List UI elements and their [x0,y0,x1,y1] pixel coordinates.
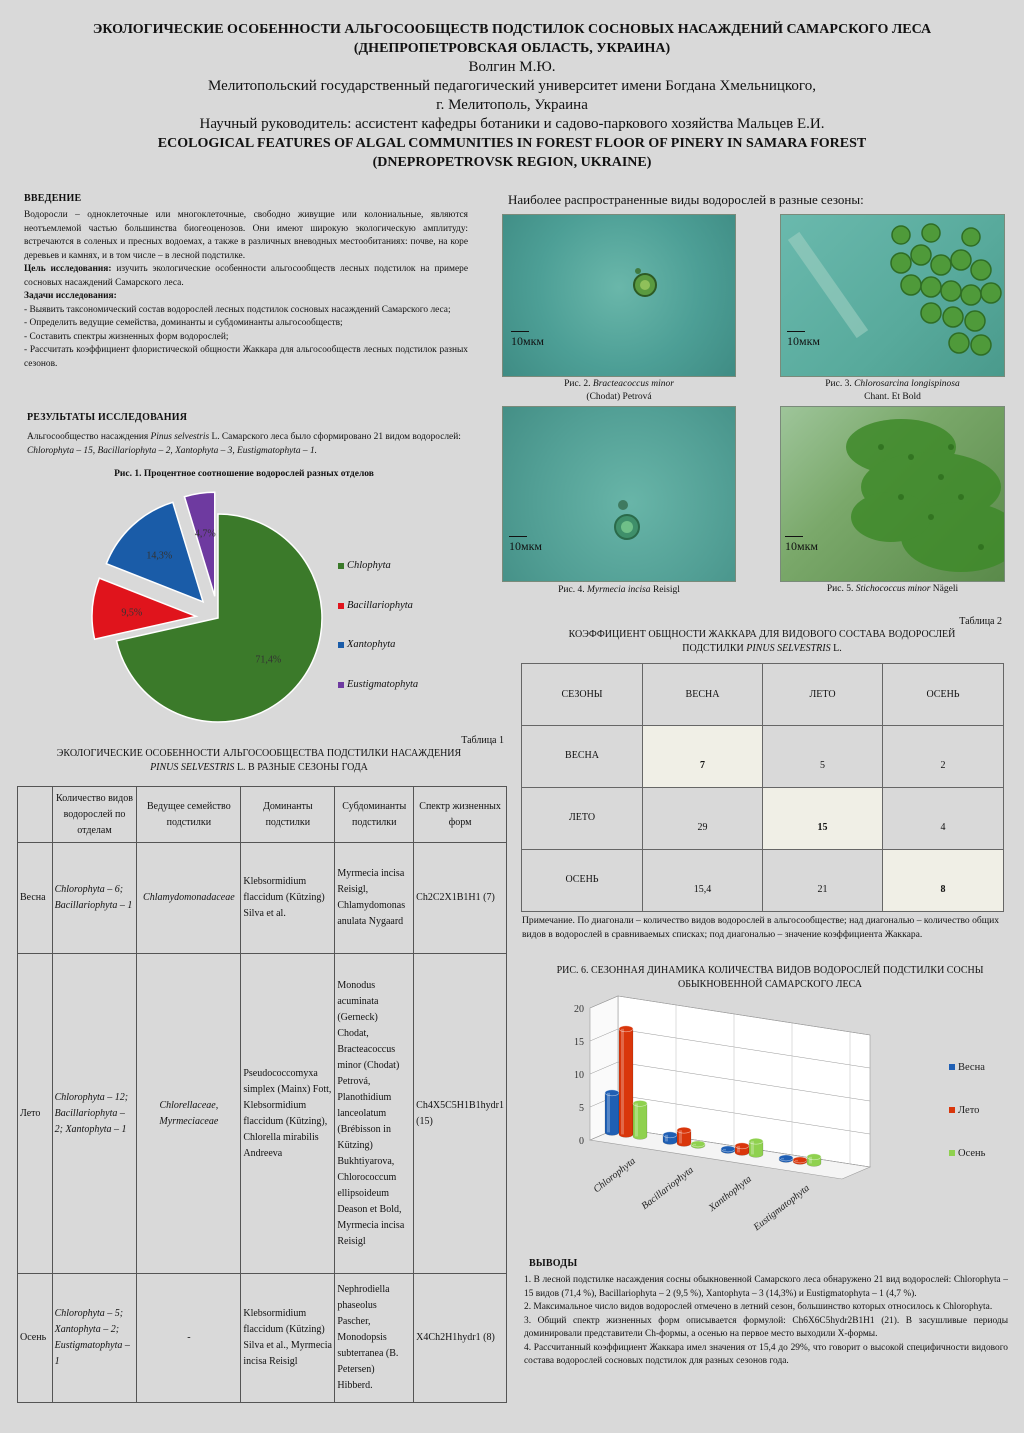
table-row [18,1274,507,1403]
conclusions-heading: ВЫВОДЫ [529,1258,578,1269]
y-tick-label: 0 [579,1136,584,1147]
title-ru-line2: (ДНЕПРОПЕТРОВСКАЯ ОБЛАСТЬ, УКРАИНА) [353,41,671,56]
caption-prefix: Рис. 5. [826,584,856,594]
subdominants-cell: Monodus acuminata (Gerneck) Chodat, Bracteacoccus minor (Chodat) Petrová, Planothidium lanceolatum (Brébisson in Kützing) Bukhtiyarova, Chlorococcum ellipsoideum Deason et Bold, Myrmecia incisa Reisigl [335,954,414,1274]
spectrum-cell: Ch2C2X1B1H1 (7) [414,843,507,954]
bar [779,1155,793,1163]
title-en-line2: (DNEPROPETROVSK REGION, UKRAINE) [372,155,652,170]
fig4-caption [502,584,736,597]
table1-title-line2 [18,761,500,775]
x-category-label: Chlorophyta [591,1155,638,1196]
legend-swatch [949,1150,955,1156]
table-row [522,788,1004,850]
table-row [18,843,507,954]
title-en-line1: ECOLOGICAL FEATURES OF ALGAL COMMUNITIES IN FOREST FLOOR OF PINERY IN SAMARA FOREST [157,136,867,151]
table2-title-post: L. [830,643,842,654]
bar-highlight [607,1093,610,1133]
table2-title-line1: КОЭФФИЦИЕНТ ОБЩНОСТИ ЖАККАРА ДЛЯ ВИДОВОГО СОСТАВА ВОДОРОСЛЕЙ [568,629,956,640]
legend-swatch [949,1107,955,1113]
table1-header-cell: Доминанты подстилки [241,787,335,843]
photo-stichococcus [780,406,1005,582]
results-text-pre: Альгосообщество насаждения [27,432,151,442]
legend-label: Xantophyta [347,639,396,650]
y-tick-label: 15 [574,1037,584,1048]
photo-bracteacoccus [502,214,736,377]
spectrum-cell: Ch4X5C5H1B1hydr1 (15) [414,954,507,1274]
table-row [522,726,1004,788]
bar-highlight [665,1135,668,1142]
caption-author: Nägeli [930,584,959,594]
bar-highlight [751,1141,754,1154]
table2-note: Примечание. По диагонали – количество видов водорослей в альгосообществе; над диагональю – количество общих видов в водорослей в сравниваемых списках; под диагональю – значение коэффициента Жаккара. [522,915,1000,940]
bar [633,1100,647,1139]
task-item: - Составить спектры жизненных форм водорослей; [24,331,229,342]
caption-line [780,378,1005,391]
fig2-caption [502,378,736,404]
pie-legend-eustigmatophyta [338,679,418,690]
micrograph-image [503,215,736,377]
caption-author: Reisigl [650,585,680,595]
value-cell: 4 [883,788,1004,850]
bar-highlight [795,1160,798,1162]
table-row [18,954,507,1274]
value-cell: 5 [763,726,883,788]
pie-chart [40,490,480,730]
bar-highlight [723,1149,726,1151]
pie-data-label: 14,3% [146,550,173,562]
caption-species: Chlorosarcina longispinosa [854,379,960,389]
pie-data-label: 71,4% [255,654,282,666]
family-cell: Chlamydomonadaceae [137,843,241,954]
value-cell: 21 [763,850,883,912]
intro-heading: ВВЕДЕНИЕ [24,193,82,204]
micrograph-image [781,407,1005,582]
value-cell: 29 [643,788,763,850]
intro-paragraph: Водоросли – одноклеточные или многоклеточные, свободно живущие или колониальные, являются неотъемлемой частью большинства биогеоценозов. Они имеют широкую экологическую амплитуду: встречаются в соленых и пресных водоемах, а также в различных вневодных местообитаниях: почве, на коре деревьев и камнях, и в том числе – в лесной подстилке. [24,210,468,261]
table1-label: Таблица 1 [461,735,504,746]
counts-cell: Chlorophyta – 5; Xantophyta – 2; Eustigmatophyta – 1 [52,1274,137,1403]
table1-header-cell [18,787,53,843]
table1-title-line1: ЭКОЛОГИЧЕСКИЕ ОСОБЕННОСТИ АЛЬГОСООБЩЕСТВА ПОДСТИЛКИ НАСАЖДЕНИЯ [56,748,462,759]
tasks-label: Задачи исследования: [24,291,117,301]
bar-chart-3d [520,994,1020,1254]
bar [663,1132,677,1145]
table1-title-rest: L. В РАЗНЫЕ СЕЗОНЫ ГОДА [234,762,368,773]
caption-line [502,378,736,391]
legend-label: Eustigmatophyta [347,679,419,690]
x-category-label: Xanthophyta [706,1173,754,1214]
scale-bar [787,331,820,349]
bar [605,1090,619,1136]
row-label-cell: ЛЕТО [522,788,643,850]
value-cell: 15,4 [643,850,763,912]
bar [807,1154,821,1167]
legend-swatch [338,563,344,569]
table1-header-cell: Количество видов водорослей по отделам [52,787,137,843]
pie-data-label: 9,5% [121,607,143,619]
fig1-caption: Рис. 1. Процентное соотношение водорослей разных отделов [114,469,374,479]
bar [619,1026,633,1138]
table2-header-cell: ВЕСНА [643,664,763,726]
legend-swatch [338,642,344,648]
counts-cell: Chlorophyta – 12; Bacillariophyta – 2; Xantophyta – 1 [52,954,137,1274]
caption-prefix: Рис. 2. [564,379,593,389]
task-item: - Рассчитать коэффициент флористической общности Жаккара для альгосообществ лесных подстилок разных сезонов. [24,345,468,369]
goal-label: Цель исследования: [24,264,112,274]
table1 [17,786,507,1403]
pie-legend-chlophyta [338,560,391,571]
photo-chlorosarcina [780,214,1005,377]
scale-label: 10мкм [509,539,543,553]
bar-highlight [679,1130,682,1143]
goal-paragraph [24,263,468,290]
legend-label: Chlophyta [347,560,391,571]
photos-heading: Наиболее распространенные виды водорослей в разные сезоны: [508,192,864,207]
caption-species: Bracteacoccus minor [592,379,674,389]
diagonal-cell: 15 [763,788,883,850]
intro-section [24,193,468,371]
family-cell: - [137,1274,241,1403]
table2-header-cell: СЕЗОНЫ [522,664,643,726]
goal-text: изучить экологические особенности альгосообществ лесных подстилок на примере сосновых насаждений Самарского леса. [24,264,468,288]
x-category-label: Bacillariophyta [639,1164,696,1213]
conclusion-item: 4. Рассчитанный коэффициент Жаккара имел значения от 15,4 до 29%, что говорит о высокой специфичности видового состава водорослей сосновых подстилок для разных сезонов года. [524,1342,1008,1366]
scale-bar [511,331,544,349]
conclusion-item: 2. Максимальное число видов водорослей отмечено в летний сезон, большинство которых относилось к Chlorophyta. [524,1302,993,1312]
results-heading: РЕЗУЛЬТАТЫ ИССЛЕДОВАНИЯ [27,412,188,423]
results-text-rest: Chlorophyta – 15, Bacillariophyta – 2, Xantophyta – 3, Eustigmatophyta – 1. [27,445,317,456]
table2-header-cell: ЛЕТО [763,664,883,726]
diagonal-cell: 7 [643,726,763,788]
scale-line [787,331,805,332]
fig3-caption [780,378,1005,404]
season-cell: Осень [18,1274,53,1403]
micrograph-image [781,215,1005,377]
bar [735,1143,749,1156]
caption-prefix: Рис. 3. [825,379,855,389]
y-tick-label: 5 [579,1103,584,1114]
pie-legend-xantophyta [338,639,395,650]
season-cell: Лето [18,954,53,1274]
table1-header-row [18,787,507,843]
diagonal-cell: 8 [883,850,1004,912]
dominants-cell: Klebsormidium flaccidum (Kützing) Silva et al. [241,843,335,954]
table2-title [520,628,1004,656]
table2-header-row [522,664,1004,726]
caption-species: Stichococcus minor [855,584,931,594]
table1-title-species: PINUS SELVESTRIS [150,762,235,773]
legend-label: Весна [958,1062,985,1073]
fig6-caption: РИС. 6. СЕЗОННАЯ ДИНАМИКА КОЛИЧЕСТВА ВИДОВ ВОДОРОСЛЕЙ ПОДСТИЛКИ СОСНЫ ОБЫКНОВЕННОЙ САМАРСКОГО ЛЕСА [556,965,984,990]
caption-author: (Chodat) Petrová [586,392,652,402]
family-cell: Chlorellaceae, Myrmeciaceae [137,954,241,1274]
table2-title-pre: ПОДСТИЛКИ [682,643,747,654]
bar-highlight [781,1158,784,1160]
bar-highlight [621,1029,624,1135]
scale-line [511,331,529,332]
table2 [521,663,1004,912]
author: Волгин М.Ю. [468,59,556,75]
legend-label: Лето [958,1105,980,1116]
y-tick-label: 10 [574,1070,584,1081]
caption-prefix: Рис. 4. [558,585,587,595]
table2-title-species: PINUS SELVESTRIS [746,643,831,654]
legend-swatch [338,603,344,609]
y-tick-label: 20 [574,1004,584,1015]
title-ru-line1: ЭКОЛОГИЧЕСКИЕ ОСОБЕННОСТИ АЛЬГОСООБЩЕСТВ ПОДСТИЛОК СОСНОВЫХ НАСАЖДЕНИЙ САМАРСКОГО ЛЕСА [92,22,932,37]
results-species: Pinus selvestris [150,432,210,442]
table1-title [18,747,500,775]
dominants-cell: Klebsormidium flaccidum (Kützing) Silva et al., Myrmecia incisa Reisigl [241,1274,335,1403]
counts-cell: Chlorophyta – 6; Bacillariophyta – 1 [52,843,137,954]
conclusion-item: 3. Общий спектр жизненных форм описывается формулой: Ch6X6C5hydr2B1H1 (21). В засушливые периоды доминировали представители Ch-формы, а осенью на первое место выходили X-формы. [524,1315,1008,1339]
bar [691,1141,705,1149]
table2-label: Таблица 2 [959,616,1002,627]
table-row [522,850,1004,912]
fig5-caption [780,583,1005,596]
micrograph-image [503,407,736,582]
scale-label: 10мкм [785,539,819,553]
bar-highlight [737,1146,740,1153]
scale-line [509,536,527,537]
scale-bar [785,536,818,554]
university: Мелитопольский государственный педагогический университет имени Богдана Хмельницкого, [208,78,816,94]
scale-label: 10мкм [511,334,545,348]
bar-highlight [635,1103,638,1136]
legend-label: Осень [958,1148,986,1159]
dominants-cell: Pseudococcomyxa simplex (Mainx) Fott, Klebsormidium flaccidum (Kützing), Chlorella mirabilis Andreeva [241,954,335,1274]
scale-line [785,536,803,537]
legend-swatch [338,682,344,688]
bar [677,1127,691,1146]
photo-myrmecia [502,406,736,582]
bar [749,1138,763,1157]
table1-header-cell: Спектр жизненных форм [414,787,507,843]
results-section [27,412,467,458]
row-label-cell: ВЕСНА [522,726,643,788]
conclusions-list [524,1274,1008,1369]
city: г. Мелитополь, Украина [436,97,588,113]
task-item: - Выявить таксономический состав водорослей лесных подстилок сосновых насаждений Самарского леса; [24,304,451,315]
spectrum-cell: X4Ch2H1hydr1 (8) [414,1274,507,1403]
pie-data-label: 4,7% [194,528,216,540]
conclusion-item: 1. В лесной подстилке насаждения сосны обыкновенной Самарского леса обнаружено 21 вид водорослей: Chlorophyta – 15 видов (71,4 %), Bacillariophyta – 2 (9,5 %), Xantophyta – 3 (14,3%) и Eustigmatophyta – 1 (4,7 %). [524,1275,1008,1299]
bar [793,1157,807,1165]
table1-header-cell: Ведущее семейство подстилки [137,787,241,843]
legend-swatch [949,1064,955,1070]
poster-header [0,20,1024,172]
supervisor: Научный руководитель: ассистент кафедры ботаники и садово-паркового хозяйства Мальцев Е.И. [199,116,825,132]
x-category-label: Eustigmatophyta [751,1182,812,1234]
table2-header-cell: ОСЕНЬ [883,664,1004,726]
value-cell: 2 [883,726,1004,788]
scale-bar [509,536,542,554]
pie-legend-bacillariophyta [338,600,413,611]
table1-header-cell: Субдоминанты подстилки [335,787,414,843]
row-label-cell: ОСЕНЬ [522,850,643,912]
results-paragraph [27,431,467,458]
legend-label: Bacillariophyta [347,600,413,611]
bar-highlight [809,1157,812,1164]
caption-author: Chant. Et Bold [864,392,921,402]
subdominants-cell: Nephrodiella phaseolus Pascher, Monodopsis subterranea (B. Petersen) Hibberd. [335,1274,414,1403]
results-text-mid: L. Самарского леса было сформировано 21 видом водорослей: [209,432,461,442]
scale-label: 10мкм [787,334,821,348]
bar-highlight [693,1144,696,1146]
task-item: - Определить ведущие семейства, доминанты и субдоминанты альгосообществ; [24,318,343,328]
subdominants-cell: Myrmecia incisa Reisigl, Chlamydomonas anulata Nygaard [335,843,414,954]
season-cell: Весна [18,843,53,954]
table2-title-line2 [520,642,1004,656]
caption-species: Myrmecia incisa [586,585,651,595]
bar [721,1146,735,1154]
